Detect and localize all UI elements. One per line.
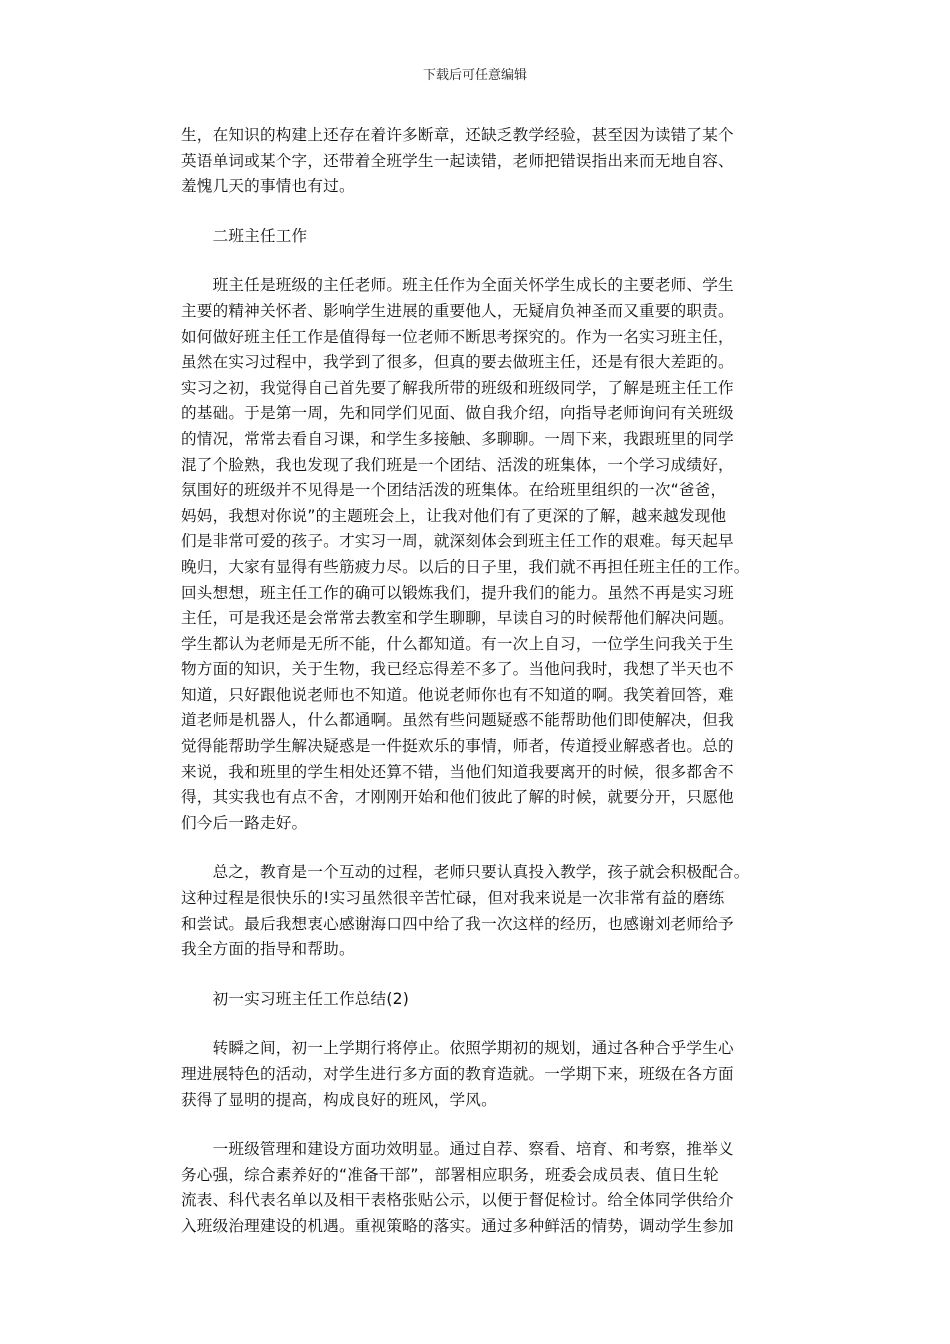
text-line: 英语单词或某个字，还带着全班学生一起读错，老师把错误指出来而无地自容、	[181, 151, 734, 170]
text-line: 得，其实我也有点不舍，才刚刚开始和他们彼此了解的时候，就要分开，只愿他	[181, 788, 734, 807]
text-line: 和尝试。最后我想衷心感谢海口四中给了我一次这样的经历，也感谢刘老师给予	[181, 914, 734, 933]
text-line: 理进展特色的活动，对学生进行多方面的教育造就。一学期下来，班级在各方面	[181, 1065, 734, 1083]
text-line: 实习之初，我觉得自己首先要了解我所带的班级和班级同学，了解是班主任工作	[181, 378, 734, 397]
text-line: 物方面的知识，关于生物，我已经忘得差不多了。当他问我时，我想了半天也不	[181, 660, 734, 679]
text-line: 来说，我和班里的学生相处还算不错，当他们知道我要离开的时候，很多都舍不	[181, 762, 734, 781]
text-line: 知道，只好跟他说老师也不知道。他说老师你也有不知道的啊。我笑着回答，难	[181, 685, 734, 704]
page-header-note: 下载后可任意编辑	[422, 68, 527, 83]
text-line: 一班级管理和建设方面功效明显。通过自荐、察看、培育、和考察，推举义	[181, 1140, 734, 1159]
text-line: 转瞬之间，初一上学期行将停止。依照学期初的规划，通过各种合乎学生心	[181, 1039, 734, 1058]
document-body	[181, 123, 771, 1240]
text-line: 们今后一路走好。	[181, 813, 308, 832]
text-line: 我全方面的指导和帮助。	[181, 940, 355, 959]
text-line: 羞愧几天的事情也有过。	[181, 177, 355, 196]
text-line: 主要的精神关怀者、影响学生进展的重要他人，无疑肩负神圣而又重要的职责。	[181, 301, 734, 320]
text-line: 的基础。于是第一周，先和同学们见面、做自我介绍，向指导老师询问有关班级	[181, 404, 734, 423]
section-heading	[181, 224, 771, 250]
text-line: 获得了显明的提高，构成良好的班风，学风。	[181, 1090, 497, 1109]
text-line: 这种过程是很快乐的!实习虽然很辛苦忙碌，但对我来说是一次非常有益的磨练	[181, 889, 725, 908]
text-line: 总之，教育是一个互动的过程，老师只要认真投入教学，孩子就会积极配合。	[181, 863, 750, 882]
paragraph-gap	[181, 1113, 771, 1137]
paragraph-gap	[181, 836, 771, 860]
paragraph-gap	[181, 200, 771, 224]
text-line: 晚归，大家有显得有些筋疲力尽。以后的日子里，我们就不再担任班主任的工作。	[181, 557, 750, 576]
text-line: 们是非常可爱的孩子。才实习一周，就深刻体会到班主任工作的艰难。每天起早	[181, 532, 734, 551]
text-line: 的情况，常常去看自习课，和学生多接触、多聊聊。一周下来，我跟班里的同学	[181, 429, 734, 448]
text-line: 道老师是机器人，什么都通啊。虽然有些问题疑惑不能帮助他们即使解决，但我	[181, 711, 734, 730]
text-line: 务心强，综合素养好的“准备干部”，部署相应职务，班委会成员表、值日生轮	[181, 1165, 719, 1184]
text-line: 学生都认为老师是无所不能，什么都知道。有一次上自习，一位学生问我关于生	[181, 634, 734, 653]
paragraph-conclusion	[181, 860, 771, 962]
heading-text: 初一实习班主任工作总结(2)	[181, 989, 410, 1008]
text-line: 如何做好班主任工作是值得每一位老师不断思考探究的。作为一名实习班主任，	[181, 327, 734, 346]
text-line: 主任，可是我还是会常常去教室和学生聊聊，早读自习的时候帮他们解决问题。	[181, 609, 734, 628]
text-line: 入班级治理建设的机遇。重视策略的落实。通过多种鲜活的情势，调动学生参加	[181, 1216, 734, 1235]
text-line: 流表、科代表名单以及相干表格张贴公示，以便于督促检讨。给全体同学供给介	[181, 1191, 734, 1210]
paragraph-gap	[181, 1012, 771, 1036]
text-line: 回头想想，班主任工作的确可以锻炼我们，提升我们的能力。虽然不再是实习班	[181, 583, 734, 602]
paragraph-gap	[181, 963, 771, 987]
text-line: 氛围好的班级并不见得是一个团结活泼的班集体。在给班里组织的一次“爸爸，	[181, 481, 727, 500]
heading-text: 二班主任工作	[181, 226, 308, 245]
text-line: 班主任是班级的主任老师。班主任作为全面关怀学生成长的主要老师、学生	[181, 276, 734, 295]
text-line: 虽然在实习过程中，我学到了很多，但真的要去做班主任，还是有很大差距的。	[181, 353, 734, 372]
paragraph-gap	[181, 249, 771, 273]
section-heading	[181, 987, 771, 1013]
text-line: 妈妈，我想对你说”的主题班会上，让我对他们有了更深的了解，越来越发现他	[181, 506, 727, 525]
paragraph-intro-continuation	[181, 123, 771, 200]
text-line: 觉得能帮助学生解决疑惑是一件挺欢乐的事情，师者，传道授业解惑者也。总的	[181, 737, 734, 756]
text-line: 生，在知识的构建上还存在着许多断章，还缺乏教学经验，甚至因为读错了某个	[181, 126, 734, 144]
paragraph-class-teacher-work	[181, 273, 771, 836]
paragraph-semester-intro	[181, 1036, 771, 1113]
paragraph-class-management	[181, 1137, 771, 1239]
text-line: 混了个脸熟，我也发现了我们班是一个团结、活泼的班集体，一个学习成绩好，	[181, 455, 734, 474]
